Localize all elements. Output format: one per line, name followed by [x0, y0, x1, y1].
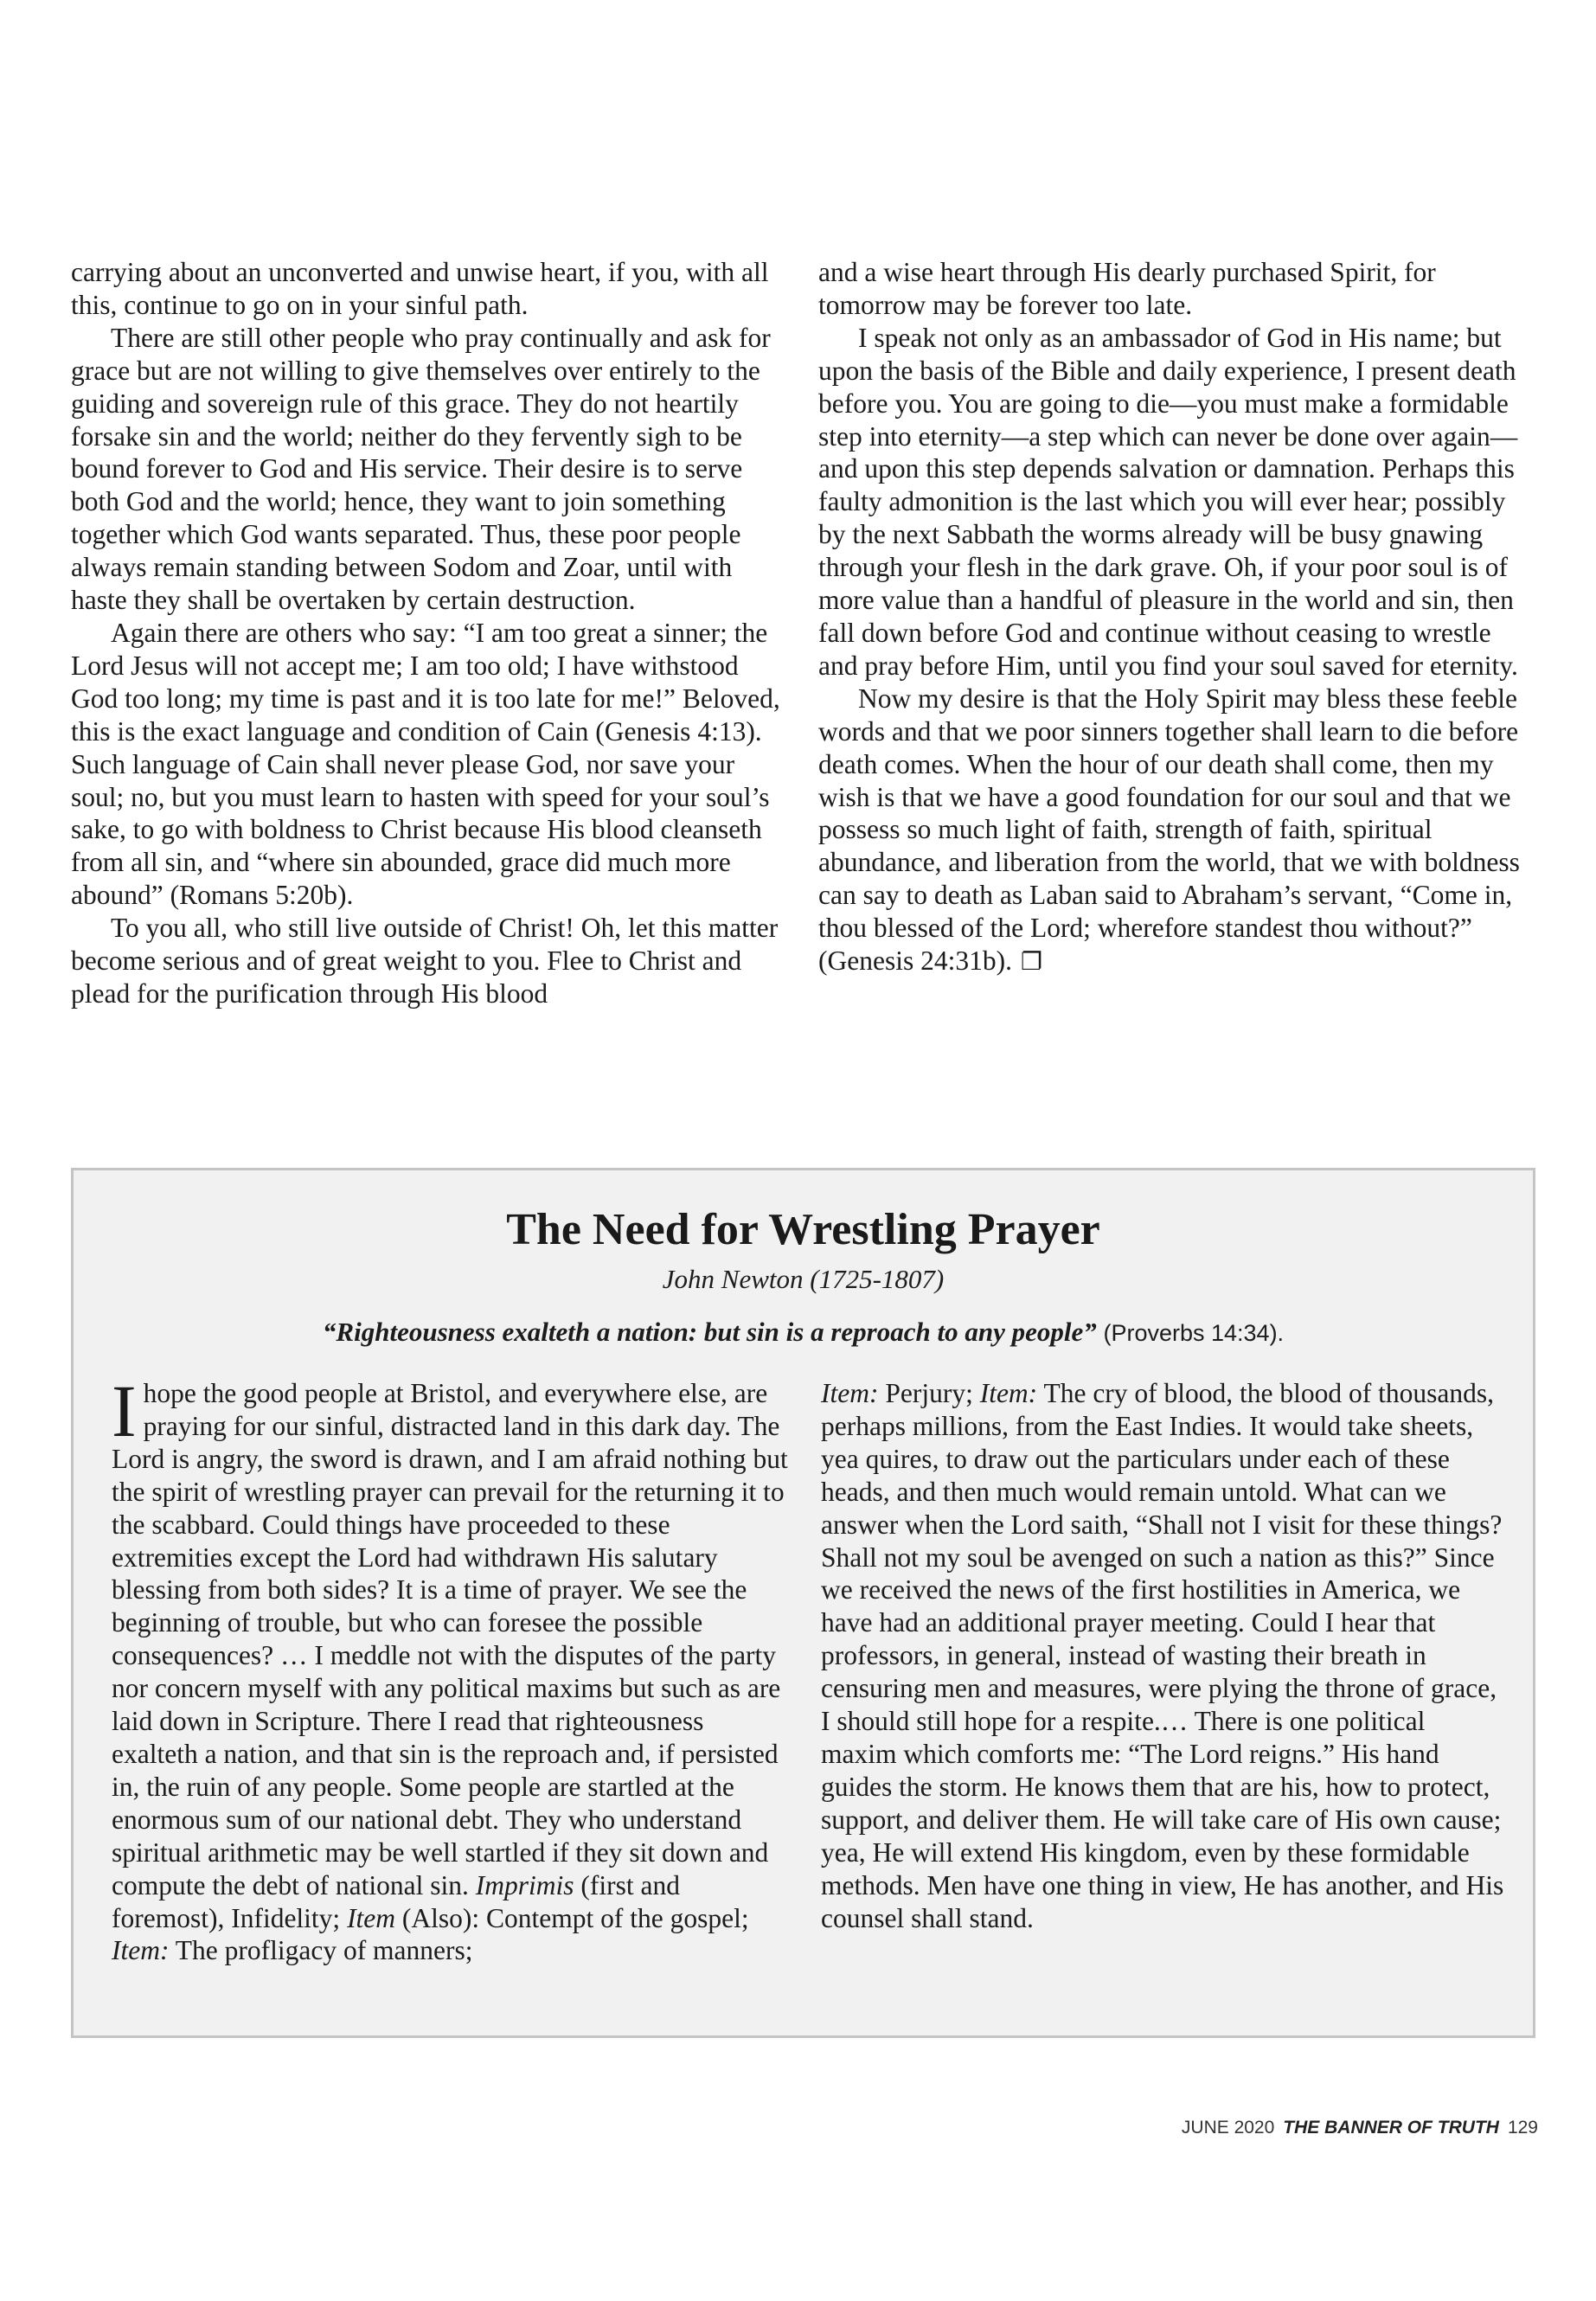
- end-mark-icon: ❐: [1020, 947, 1043, 977]
- text-run: (first and foremost), Infidelity;: [112, 1869, 681, 1933]
- italic-text: Imprimis: [475, 1869, 574, 1900]
- sidebar-epigraph: [74, 1316, 1533, 1349]
- sidebar-title: The Need for Wrestling Prayer: [506, 1205, 1100, 1254]
- drop-cap: I: [112, 1369, 137, 1452]
- issue-date: JUNE 2020: [1181, 2118, 1275, 2138]
- italic-text: Item: [347, 1902, 396, 1933]
- article-column-left: [71, 256, 789, 1010]
- paragraph: Again there are others who say: “I am too great a sinner; the Lord Jesus will not accept me; I am too old; I have withstood God too long; my time is past and it is too late for me!” Beloved, this is the exact language and condition of Cain (Genesis 4:13). Such language of Cain shall never please God, nor save your soul; no, but you must learn to hasten with speed for your soul’s sake, to go with boldness to Christ because His blood cleanseth from all sin, and “where sin abounded, grace did much more abound” (Romans 5:20b).: [71, 617, 780, 911]
- paragraph: To you all, who still live outside of Christ! Oh, let this matter become serious and of great weight to you. Flee to Christ and plead for the purification through His blood: [71, 913, 779, 1009]
- paragraph-text: Now my desire is that the Holy Spirit may bless these feeble words and that we poor sinners together shall learn to die before death comes. When the hour of our death shall come, then my wish is that we have a good foundation for our soul and that we possess so much light of faith, strength of faith, spiritual abundance, and liberation from the world, that we with boldness can say to death as Laban said to Abraham’s servant, “Come in, thou blessed of the Lord; wherefore standest thou without?” (Genesis 24:31b).: [818, 683, 1520, 977]
- sidebar-box: [71, 1168, 1535, 2038]
- text-run: Perjury;: [878, 1378, 980, 1408]
- text-run: The profligacy of manners;: [169, 1935, 473, 1966]
- text-run: (Also): Contempt of the gospel;: [395, 1902, 749, 1933]
- epigraph-quote: “Righteousness exalteth a nation: but sin is a reproach to any people”: [322, 1317, 1097, 1347]
- magazine-name: THE BANNER OF TRUTH: [1283, 2118, 1499, 2138]
- paragraph: carrying about an unconverted and unwise heart, if you, with all this, continue to go on in your sinful path.: [71, 257, 769, 320]
- italic-text: Item:: [979, 1378, 1038, 1408]
- last-paragraph: [818, 683, 1536, 978]
- page-number: 129: [1507, 2118, 1538, 2138]
- sidebar-author: John Newton (1725-1807): [662, 1264, 945, 1294]
- sidebar-column-right: [821, 1377, 1504, 1934]
- page-footer: [1182, 2116, 1538, 2140]
- sidebar-paragraph-left: [112, 1369, 795, 1967]
- text-run: The cry of blood, the blood of thousands, perhaps millions, from the East Indies. It would take sheets, yea quires, to draw out the particulars under each of these heads, and then much would remain untold. What can we answer when the Lord saith, “Shall not I visit for these things? Shall not my soul be avenged on such a nation as this?” Since we received the news of the first hostilities in America, we have had an additional prayer meeting. Could I hear that professors, in general, instead of wasting their breath in censuring men and measures, were plying the throne of grace, I should still hope for a respite.… There is one political maxim which comforts me: “The Lord reigns.” His hand guides the storm. He knows them that are his, how to protect, support, and deliver them. He will take care of His own cause; yea, He will extend His kingdom, even by these formidable methods. Men have one thing in view, He has another, and His counsel shall stand.: [821, 1378, 1504, 1933]
- text-run: hope the good people at Bristol, and everywhere else, are praying for our sinful, distracted land in this dark day. The Lord is angry, the sword is drawn, and I am afraid nothing but the spirit of wrestling prayer can prevail for the returning it to the scabbard. Could things have proceeded to these extremities except the Lord had withdrawn His salutary blessing from both sides? It is a time of prayer. We see the beginning of trouble, but who can foresee the possible consequences? … I meddle not with the disputes of the party nor concern myself with any political maxims but such as are laid down in Scripture. There I read that righteousness exalteth a nation, and that sin is the reproach and, if persisted in, the ruin of any people. Some people are startled at the enormous sum of our national debt. They who understand spiritual arithmetic may be well startled if they sit down and compute the debt of national sin.: [112, 1378, 788, 1900]
- italic-text: Item:: [112, 1935, 170, 1966]
- paragraph: There are still other people who pray continually and ask for grace but are not willing to give themselves over entirely to the guiding and sovereign rule of this grace. They do not heartily forsake sin and the world; neither do they fervently sigh to be bound forever to God and His service. Their desire is to serve both God and the world; hence, they want to join something together which God wants separated. Thus, these poor people always remain standing between Sodom and Zoar, until with haste they shall be overtaken by certain destruction.: [71, 322, 771, 616]
- paragraph: and a wise heart through His dearly purchased Spirit, for tomorrow may be forever too late.: [818, 257, 1436, 320]
- article-column-right: [818, 256, 1536, 978]
- epigraph-reference: (Proverbs 14:34).: [1103, 1320, 1285, 1346]
- paragraph: I speak not only as an ambassador of God in His name; but upon the basis of the Bible and daily experience, I present death before you. You are going to die—you must make a formidable step into eternity—a step which can never be done over again—and upon this step depends salvation or damnation. Perhaps this faulty admonition is the last which you will ever hear; possibly by the next Sabbath the worms already will be busy gnawing through your flesh in the dark grave. Oh, if your poor soul is of more value than a handful of pleasure in the world and sin, then fall down before God and continue without ceasing to wrestle and pray before Him, until you find your soul saved for eternity.: [818, 322, 1518, 681]
- sidebar-paragraph-right: [821, 1377, 1504, 1934]
- italic-text: Item:: [821, 1378, 879, 1408]
- sidebar-column-left: [112, 1369, 795, 1967]
